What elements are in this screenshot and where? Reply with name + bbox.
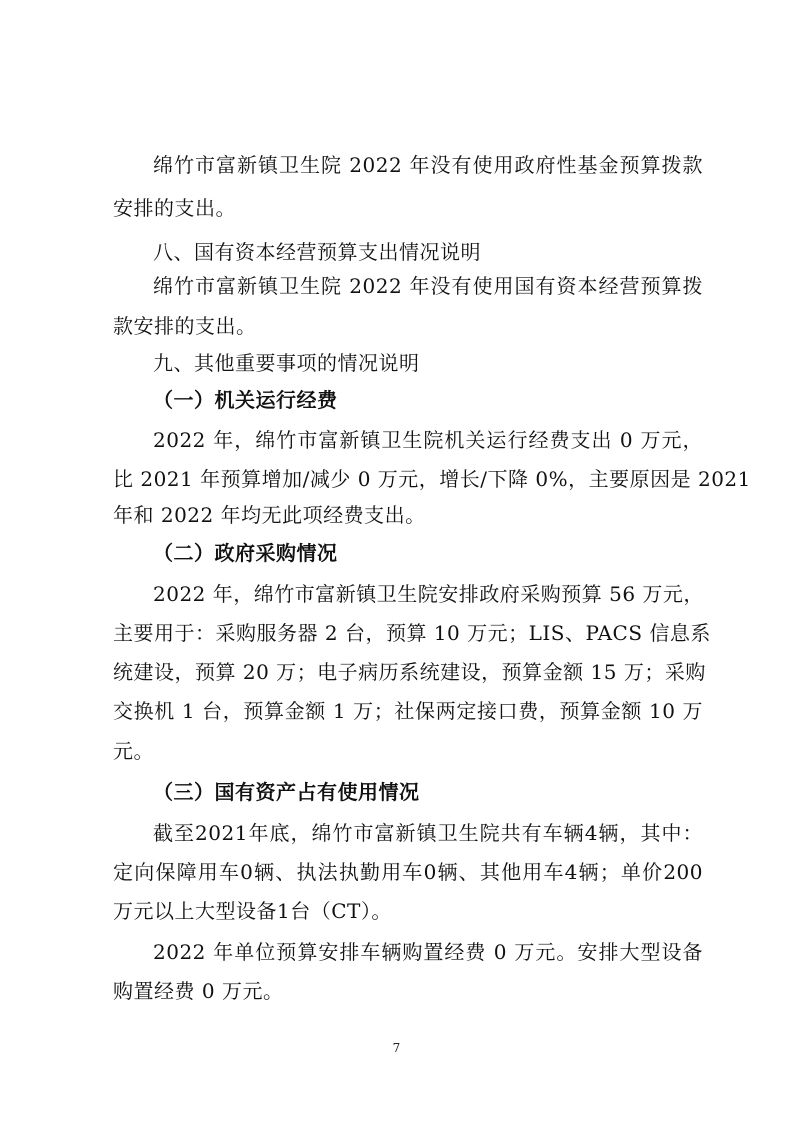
- sub2-paragraph-line-5: 元。: [113, 739, 154, 763]
- subsection-heading-2: （二）政府采购情况: [153, 541, 338, 565]
- sub1-paragraph-line-2: 比 2021 年预算增加/减少 0 万元，增长/下降 0%，主要原因是 2021: [113, 467, 751, 491]
- sub3-paragraph-line-2: 定向保障用车0辆、执法执勤用车0辆、其他用车4辆；单价200: [113, 860, 703, 884]
- sub3-paragraph-line-4: 2022 年单位预算安排车辆购置经费 0 万元。安排大型设备: [153, 940, 703, 964]
- sub1-paragraph-line-1: 2022 年，绵竹市富新镇卫生院机关运行经费支出 0 万元，: [153, 428, 703, 452]
- subsection-heading-3: （三）国有资产占有使用情况: [153, 780, 420, 804]
- page-number: 7: [392, 1041, 401, 1055]
- sub2-paragraph-line-1: 2022 年，绵竹市富新镇卫生院安排政府采购预算 56 万元，: [153, 582, 704, 606]
- sec7-paragraph-line-2: 安排的支出。: [113, 196, 236, 220]
- section-heading-8: 八、国有资本经营预算支出情况说明: [153, 240, 481, 264]
- sec8-paragraph-line-2: 款安排的支出。: [113, 314, 257, 338]
- sec8-paragraph-line-1: 绵竹市富新镇卫生院 2022 年没有使用国有资本经营预算拨: [153, 274, 703, 298]
- sub3-paragraph-line-3: 万元以上大型设备1台（CT）。: [113, 899, 392, 923]
- sub2-paragraph-line-2: 主要用于：采购服务器 2 台，预算 10 万元；LIS、PACS 信息系: [113, 621, 711, 645]
- sub2-paragraph-line-3: 统建设，预算 20 万；电子病历系统建设，预算金额 15 万；采购: [113, 660, 706, 684]
- sub3-paragraph-line-1: 截至2021年底，绵竹市富新镇卫生院共有车辆4辆，其中：: [153, 821, 703, 845]
- sub2-paragraph-line-4: 交换机 1 台，预算金额 1 万；社保两定接口费，预算金额 10 万: [113, 699, 703, 723]
- sub1-paragraph-line-3: 年和 2022 年均无此项经费支出。: [113, 503, 426, 527]
- sub3-paragraph-line-5: 购置经费 0 万元。: [113, 979, 284, 1003]
- section-heading-9: 九、其他重要事项的情况说明: [153, 351, 420, 375]
- subsection-heading-1: （一）机关运行经费: [153, 388, 338, 412]
- sec7-paragraph-line-1: 绵竹市富新镇卫生院 2022 年没有使用政府性基金预算拨款: [153, 153, 703, 177]
